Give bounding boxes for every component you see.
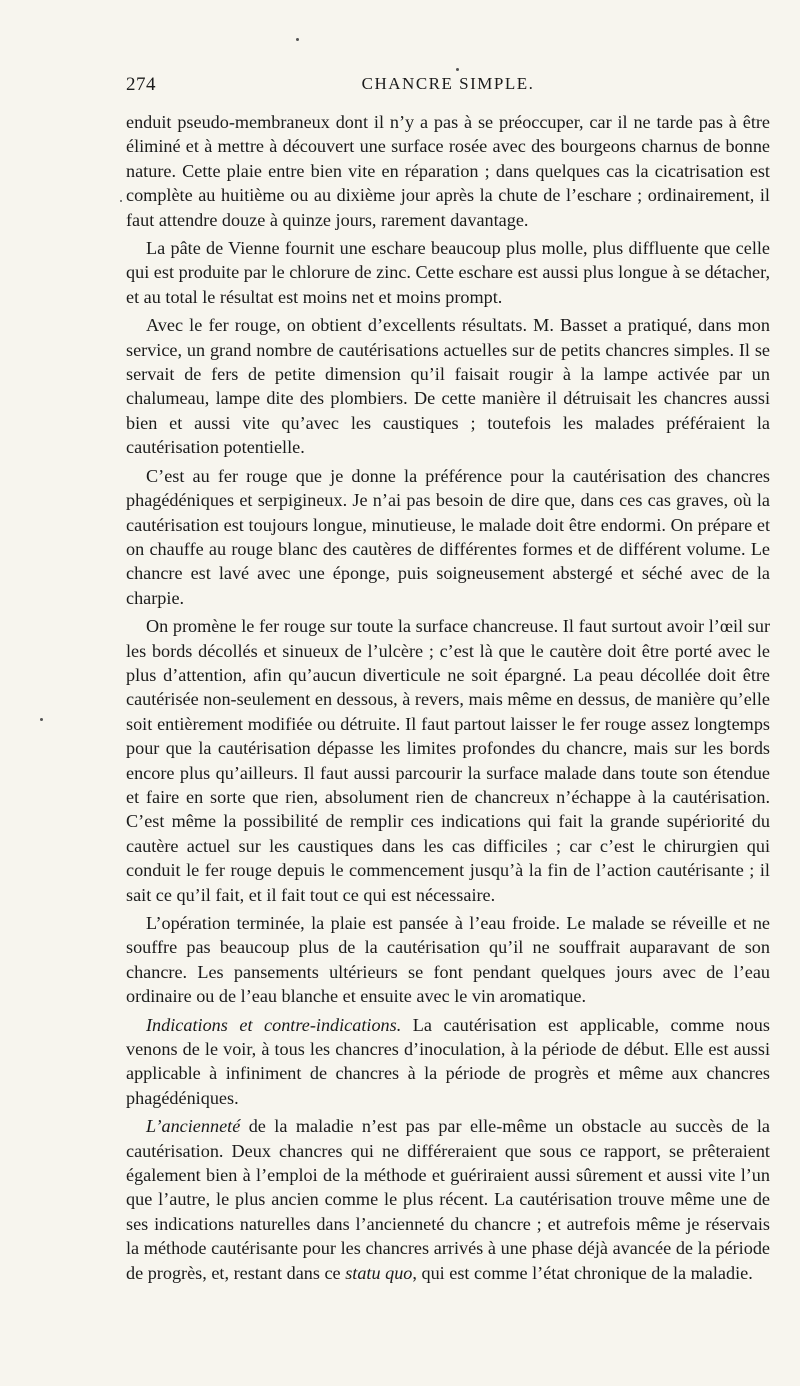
paragraph: Avec le fer rouge, on obtient d’excellents résultats. M. Basset a pratiqué, dans mon service, un grand nombre de cautérisations actuelles sur de petits chancres simples. Il se servait de fers de petite dimension qu’il faisait rougir à la lampe activée par un chalumeau, lampe dite des plombiers. De cette manière il détruisait les chancres aussi bien et aussi vite qu’avec les caustiques ; toutefois les malades préféraient la cautérisation potentielle. (126, 315, 770, 458)
scan-speck (456, 68, 459, 71)
paragraph: La pâte de Vienne fournit une eschare beaucoup plus molle, plus diffluente que celle qui est produite par le chlorure de zinc. Cette eschare est aussi plus longue à se détacher, et au total le résultat est moins net et moins prompt. (126, 238, 770, 307)
anciennete-text: de la maladie n’est pas par elle-même un obstacle au succès de la cautérisation. Deux chancres qui ne différeraient que sous ce rapport, se prêteraient également bien à l’emploi de la méthode et guériraient aussi sûrement et aussi vite l’un que l’autre, le plus ancien comme le plus récent. La cautérisation trouve même une de ses indications naturelles dans l’ancienneté du chancre ; et autrefois même je réservais la méthode cautérisante pour les chancres arrivés à une phase déjà avancée de la période de progrès, et, restant dans ce (126, 1116, 770, 1283)
indications-text: La cautérisation est applicable, comme nous venons de le voir, à tous les chancres d’inoculation, à la période de début. Elle est aussi applicable à infiniment de chancres à la période de progrès et même aux chancres phagédéniques. (126, 1014, 770, 1108)
paragraph-indications (126, 1013, 770, 1111)
indications-heading: Indications et contre-indications. (146, 1014, 402, 1035)
paragraph-continued: enduit pseudo-membraneux dont il n’y a pas à se préoccuper, car il ne tarde pas à être éliminé et à mettre à découvert une surface rosée avec des bourgeons charnus de bonne nature. Cette plaie entre bien vite en réparation ; dans quelques cas la cicatrisation est complète au huitième ou au dixième jour après la chute de l’eschare ; ordinairement, il faut attendre douze à quinze jours, rarement davantage. (126, 112, 770, 230)
page-header (126, 74, 770, 102)
anciennete-term: L’ancienneté (146, 1116, 241, 1137)
anciennete-text-end: , qui est comme l’état chronique de la maladie. (412, 1262, 753, 1283)
statu-quo-italic: statu quo (345, 1262, 413, 1283)
paragraph: L’opération terminée, la plaie est pansée à l’eau froide. Le malade se réveille et ne souffre pas beaucoup plus de la cautérisation qu’il ne souffrait auparavant de son chancre. Les pansements ultérieurs se font pendant quelques jours avec de l’eau ordinaire ou de l’eau blanche et ensuite avec le vin aromatique. (126, 913, 770, 1007)
paragraph-anciennete (126, 1114, 770, 1285)
scan-speck (296, 38, 299, 41)
scan-speck (120, 200, 122, 202)
page-number: 274 (126, 74, 156, 95)
paragraph: C’est au fer rouge que je donne la préférence pour la cautérisation des chancres phagédéniques et serpigineux. Je n’ai pas besoin de dire que, dans ces cas graves, où la cautérisation est toujours longue, minutieuse, le malade doit être endormi. On prépare et on chauffe au rouge blanc des cautères de différentes formes et de différent volume. Le chancre est lavé avec une éponge, puis soigneusement abstergé et séché avec de la charpie. (126, 465, 770, 608)
scan-speck (40, 718, 43, 721)
paragraph: On promène le fer rouge sur toute la surface chancreuse. Il faut surtout avoir l’œil sur les bords décollés et sinueux de l’ulcère ; c’est là que le cautère doit être porté avec le plus d’attention, afin qu’aucun diverticule ne soit épargné. La peau décollée doit être cautérisée non-seulement en dessous, à revers, mais même en dessus, de manière qu’elle soit entièrement modifiée ou détruite. Il faut partout laisser le fer rouge assez longtemps pour que la cautérisation dépasse les limites profondes du chancre, mais sur les bords encore plus qu’ailleurs. Il faut aussi parcourir la surface malade dans toute son étendue et faire en sorte que rien, absolument rien de chancreux n’échappe à la cautérisation. C’est même la possibilité de remplir ces indications qui fait la grande supériorité du cautère actuel sur les caustiques dans les cas difficiles ; car c’est le chirurgien qui conduit le fer rouge depuis le commencement jusqu’à la fin de l’action cautérisante ; il sait ce qu’il fait, et il fait tout ce qui est nécessaire. (126, 616, 770, 905)
running-title: CHANCRE SIMPLE. (361, 74, 535, 93)
body-text (126, 110, 770, 1289)
